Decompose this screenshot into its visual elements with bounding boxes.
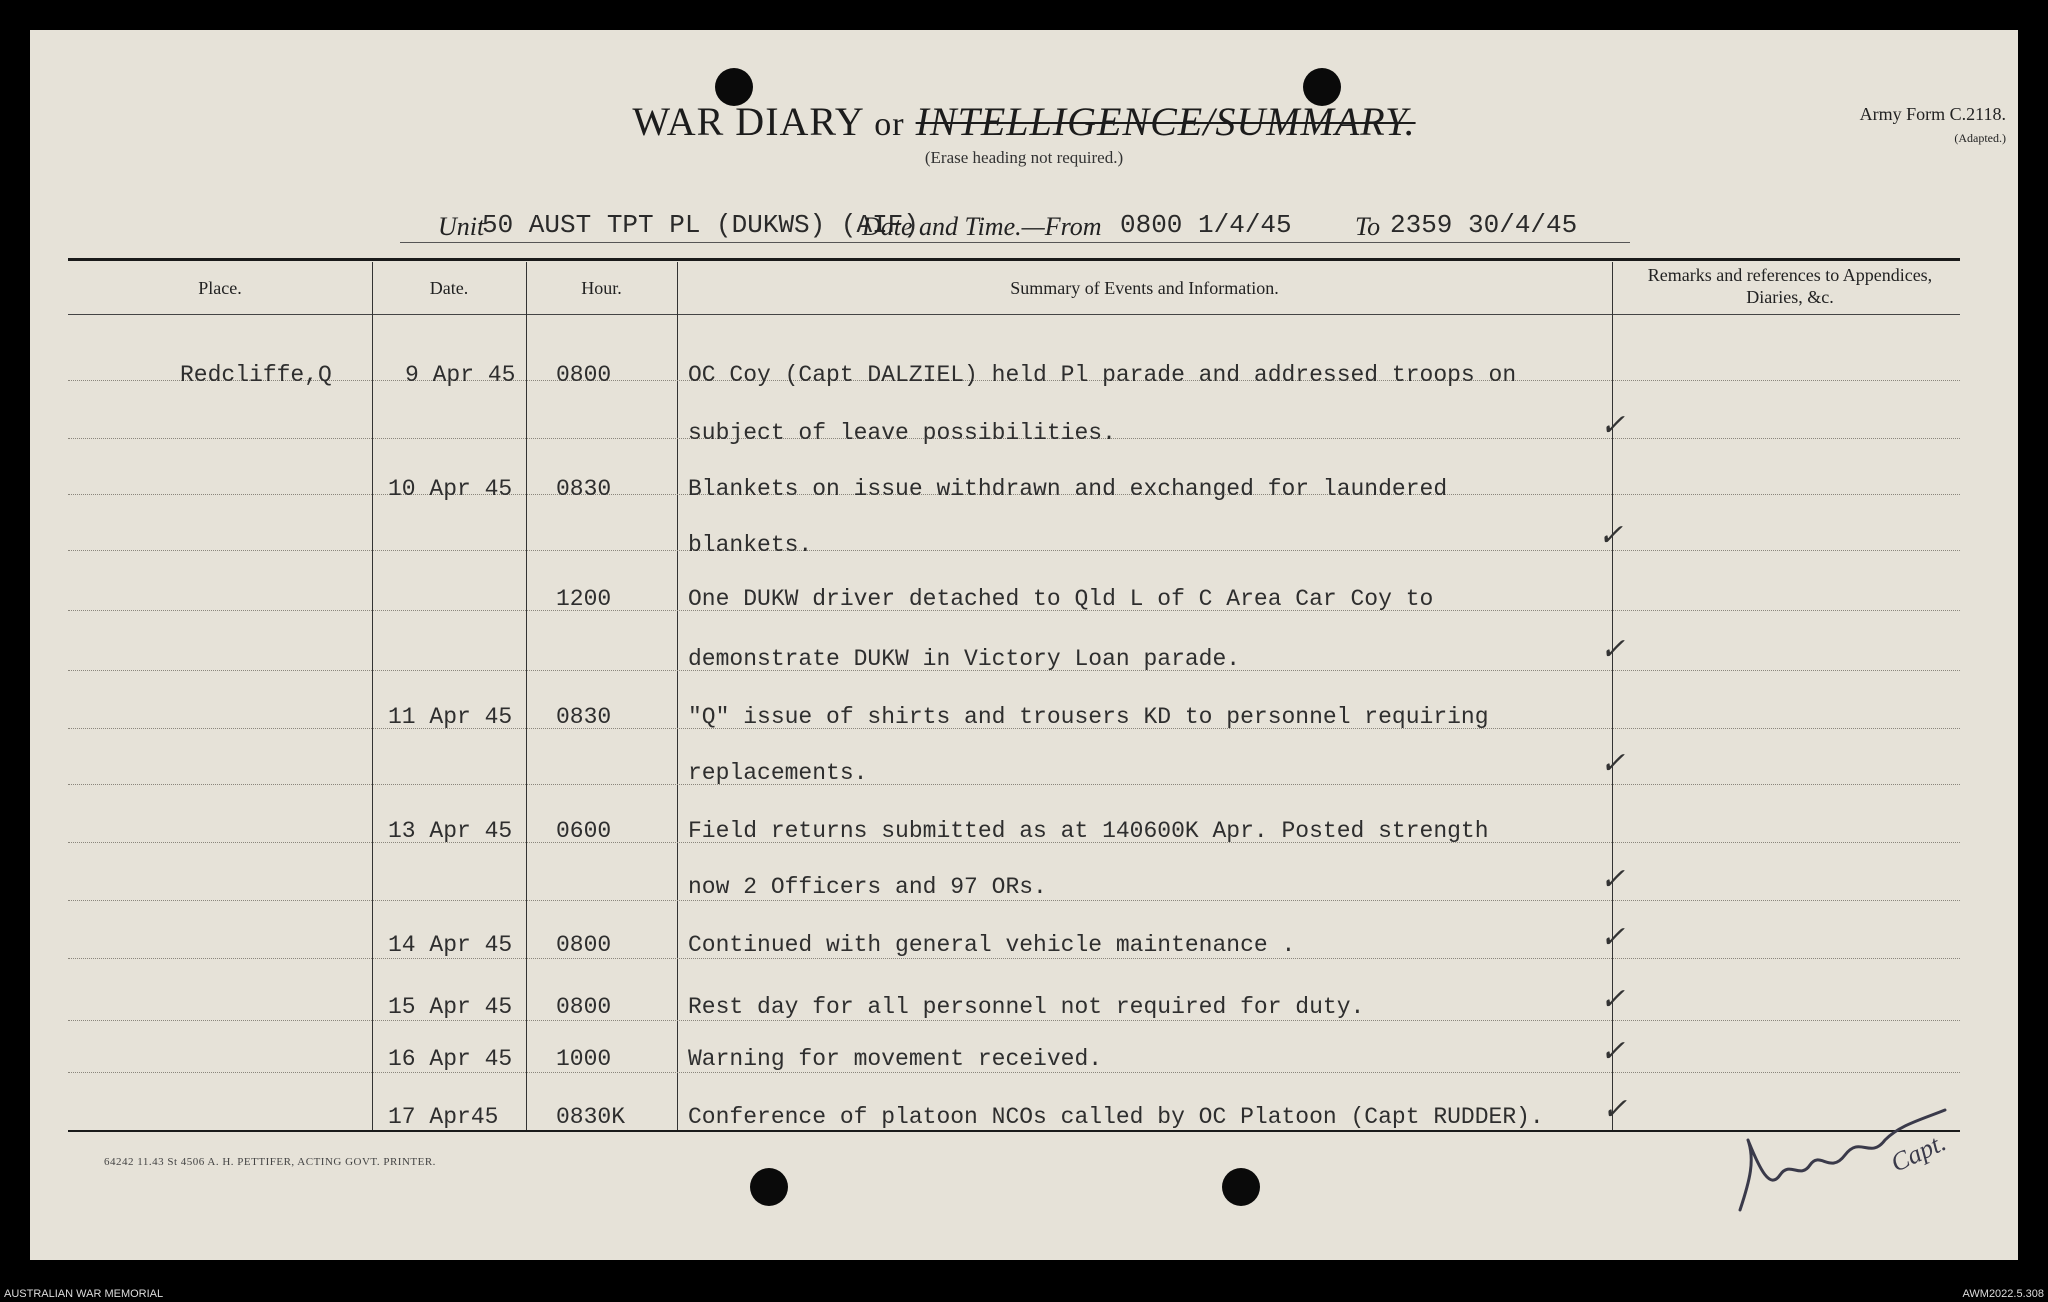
unit-label: Unit (438, 212, 485, 241)
row-text: Warning for movement received. (688, 1046, 1103, 1072)
row-place: Redcliffe,Q (180, 362, 332, 388)
row-rule (68, 550, 1960, 551)
row-text: blankets. (688, 532, 813, 558)
check-mark: ✓ (1600, 1035, 1626, 1068)
from-value: 0800 1/4/45 (1120, 210, 1292, 240)
row-hour: 0830 (556, 704, 612, 730)
army-form-label (1860, 104, 2006, 146)
title-or: or (874, 106, 905, 143)
archive-name: AUSTRALIAN WAR MEMORIAL (4, 1288, 164, 1300)
row-text: One DUKW driver detached to Qld L of C Area Car Coy to (688, 586, 1434, 612)
column-header-summary: Summary of Events and Information. (1010, 278, 1279, 298)
row-rule (68, 900, 1960, 901)
check-mark: ✓ (1600, 863, 1626, 896)
row-text: Conference of platoon NCOs called by OC Platoon (Capt RUDDER). (688, 1104, 1544, 1130)
row-date: 13 Apr 45 (388, 818, 513, 844)
army-form-number: Army Form C.2118. (1859, 104, 2006, 124)
unit-value: 50 AUST TPT PL (DUKWS) (AIF) (482, 210, 919, 240)
page-title (0, 98, 2048, 145)
adapted-note: (Adapted.) (1954, 131, 2006, 145)
row-text: demonstrate DUKW in Victory Loan parade. (688, 646, 1241, 672)
column-divider (372, 262, 373, 1130)
row-text: Continued with general vehicle maintenance . (688, 932, 1296, 958)
row-date: 10 Apr 45 (388, 476, 513, 502)
row-date: 14 Apr 45 (388, 932, 513, 958)
column-header-date: Date. (429, 278, 469, 298)
row-date: 11 Apr 45 (388, 704, 513, 730)
punch-hole (750, 1168, 788, 1206)
row-rule (68, 1072, 1960, 1073)
row-date: 15 Apr 45 (388, 994, 513, 1020)
row-hour: 0600 (556, 818, 612, 844)
title-main: WAR DIARY (632, 99, 864, 144)
row-text: OC Coy (Capt DALZIEL) held Pl parade and addressed troops on (688, 362, 1517, 388)
row-text: subject of leave possibilities. (688, 420, 1116, 446)
row-rule (68, 958, 1960, 959)
row-text: "Q" issue of shirts and trousers KD to personnel requiring (688, 704, 1489, 730)
column-header-remarks: Remarks and references to Appendices, Diaries, &c. (1647, 265, 1933, 307)
row-hour: 0800 (556, 932, 612, 958)
row-hour: 0830K (556, 1104, 626, 1130)
table-top-rule (68, 258, 1960, 261)
signature (1720, 1080, 1960, 1235)
row-text: Rest day for all personnel not required for duty. (688, 994, 1365, 1020)
to-value: 2359 30/4/45 (1390, 210, 1578, 240)
check-mark: ✓ (1600, 921, 1626, 954)
to-label: To (1355, 212, 1381, 241)
row-text: replacements. (688, 760, 868, 786)
title-struck: INTELLIGENCE/SUMMARY. (915, 99, 1416, 144)
row-hour: 1000 (556, 1046, 612, 1072)
row-hour: 0800 (556, 362, 612, 388)
archive-id: AWM2022.5.308 (1962, 1288, 2044, 1300)
row-date: 16 Apr 45 (388, 1046, 513, 1072)
check-mark: ✓ (1602, 1093, 1628, 1126)
date-time-label: Date and Time.—From (862, 212, 1102, 241)
check-mark: ✓ (1600, 409, 1626, 442)
row-date: 9 Apr 45 (405, 362, 516, 388)
row-date: 17 Apr45 (388, 1104, 499, 1130)
check-mark: ✓ (1600, 633, 1626, 666)
check-mark: ✓ (1600, 983, 1626, 1016)
table-bottom-rule (68, 1130, 1960, 1132)
row-rule (68, 1020, 1960, 1021)
row-rule (68, 784, 1960, 785)
punch-hole (1222, 1168, 1260, 1206)
erase-note: (Erase heading not required.) (924, 148, 1124, 167)
row-text: now 2 Officers and 97 ORs. (688, 874, 1047, 900)
check-mark: ✓ (1598, 519, 1624, 552)
column-divider (677, 262, 678, 1130)
row-hour: 0830 (556, 476, 612, 502)
column-divider (526, 262, 527, 1130)
column-header-hour: Hour. (581, 278, 622, 298)
column-header-place: Place. (198, 278, 242, 298)
signature-rank: Capt. (1886, 1127, 1951, 1178)
row-text: Field returns submitted as at 140600K Apr. Posted strength (688, 818, 1489, 844)
check-mark: ✓ (1600, 747, 1626, 780)
unit-line (400, 212, 1630, 243)
printer-imprint: 64242 11.43 St 4506 A. H. PETTIFER, ACTING GOVT. PRINTER. (104, 1156, 436, 1168)
row-hour: 1200 (556, 586, 612, 612)
header-rule (68, 314, 1960, 315)
row-text: Blankets on issue withdrawn and exchanged for laundered (688, 476, 1448, 502)
row-hour: 0800 (556, 994, 612, 1020)
